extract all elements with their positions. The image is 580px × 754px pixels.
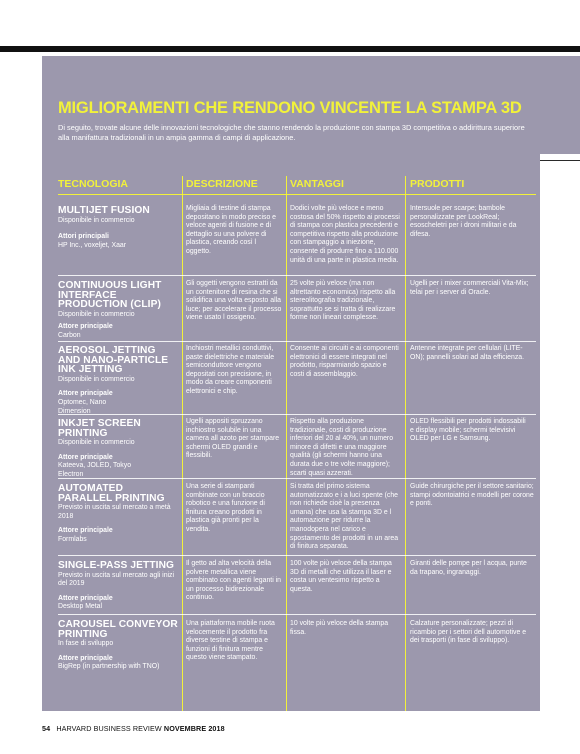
description-cell: Inchiostri metallici conduttivi, paste dielettriche e materiale semiconduttore vengono depositati con precisione, in modo da creare componenti elettronici e chip. (186, 345, 275, 395)
header-tecnologia: TECNOLOGIA (58, 178, 128, 190)
row-divider (58, 614, 536, 615)
actor-label: Attore principale (58, 453, 113, 461)
column-divider (405, 176, 406, 711)
technology-name: CAROUSEL CONVEYOR PRINTING (58, 619, 178, 640)
actor-label: Attore principale (58, 594, 113, 602)
table-row-tech (58, 561, 180, 612)
products-cell: Ugelli per i mixer commerciali Vita-Mix; telai per i server di Oracle. (410, 280, 529, 296)
description-cell: Una piattaforma mobile ruota velocemente il prodotto fra diverse testine di stampa e funzioni di finitura mentre questo viene stampato. (186, 620, 275, 662)
magazine-name: HARVARD BUSINESS REVIEW (56, 724, 162, 733)
technology-status: Disponibile in commercio (58, 216, 135, 224)
advantages-cell: 100 volte più veloce della stampa 3D di metalli che utilizza il laser e costa un ventesimo rispetto a questa. (290, 560, 392, 593)
actor-names: Formlabs (58, 535, 87, 543)
page-footer (42, 724, 225, 733)
technology-status: Disponibile in commercio (58, 310, 135, 318)
header-descrizione: DESCRIZIONE (186, 178, 258, 190)
technology-name: MULTIJET FUSION (58, 205, 150, 216)
technology-status: Disponibile in commercio (58, 375, 135, 383)
header-rule (58, 194, 536, 195)
description-cell: Gli oggetti vengono estratti da un contenitore di resina che si solidifica una volta esposto alla luce; per accelerare il processo viene usato l ossigeno. (186, 280, 282, 322)
description-cell: Il getto ad alta velocità della polvere metallica viene combinato con agenti leganti in un processo bidirezionale continuo. (186, 560, 282, 602)
actor-label: Attori principali (58, 233, 109, 241)
actor-names: Kateeva, JOLED, Tokyo Electron (58, 462, 132, 478)
side-rule (540, 160, 580, 161)
actor-names: HP Inc., voxeljet, Xaar (58, 241, 127, 249)
technology-name: AEROSOL JETTING AND NANO-PARTICLE INK JETTING (58, 345, 169, 376)
side-tab (540, 56, 580, 154)
actor-names: BigRep (in partnership with TNO) (58, 663, 160, 671)
column-divider (286, 176, 287, 711)
actor-label: Attore principale (58, 390, 113, 398)
advantages-cell: 25 volte più veloce (ma non altrettanto economica) rispetto alla stereolitografia tradizionale, soprattutto se si tratta di realizzare forme non lineari complesse. (290, 280, 396, 322)
products-cell: OLED flessibili per prodotti indossabili e display mobile; schermi televisivi OLED per LG e Samsung. (410, 418, 526, 443)
technology-status: Previsto in uscita sul mercato agli inizi del 2019 (58, 571, 175, 588)
technology-name: CONTINUOUS LIGHT INTERFACE PRODUCTION (CLIP) (58, 280, 162, 311)
intro-text: Di seguito, trovate alcune delle innovazioni tecnologiche che stanno rendendo la produzione con stampa 3D competitiva o addirittura superiore alla manifattura tradizionali in un ampia gamma di campi di applicazione. (58, 123, 525, 142)
technology-status: In fase di sviluppo (58, 640, 114, 648)
description-cell: Migliaia di testine di stampa depositano in modo preciso e veloce agenti di fusione e di dettaglio su una polvere di plastica, creando così l oggetto. (186, 205, 277, 255)
advantages-cell: 10 volte più veloce della stampa fissa. (290, 620, 389, 636)
technology-name: INKJET SCREEN PRINTING (58, 418, 141, 439)
table-row-tech (58, 346, 180, 416)
actor-names: Carbon (58, 331, 81, 339)
actor-label: Attore principale (58, 527, 113, 535)
actor-names: Optomec, Nano Dimension (58, 398, 107, 415)
table-row-tech (58, 484, 178, 545)
column-divider (182, 176, 183, 711)
advantages-cell: Dodici volte più veloce e meno costosa del 50% rispetto ai processi di stampa con plastica precedenti e competitiva rispetto alla produzione con stampaggio a iniezione, consente di produrre fino a 110.000 unità di una parte in plastica media. (290, 205, 400, 264)
products-cell: Antenne integrate per cellulari (LITE-ON); pannelli solari ad alta efficienza. (410, 345, 525, 361)
table-row-tech (58, 620, 180, 672)
products-cell: Giranti delle pompe per l acqua, punte da trapano, ingranaggi. (410, 560, 527, 576)
advantages-cell: Consente ai circuiti e ai componenti elettronici di essere integrati nel prodotto, risparmiando spazio e costi di assemblaggio. (290, 345, 399, 378)
table-row-tech (58, 281, 180, 341)
advantages-cell: Si tratta del primo sistema automatizzato e i a luci spente (che non richiede cioè la presenza umana) che usa la stampa 3D e l automazione per ridurre la manodopera nel carico e spostamento dei prodotti in un area di finitura separata. (290, 483, 399, 551)
technology-status: Disponibile in commercio (58, 439, 135, 447)
table-row-tech (58, 206, 178, 250)
technology-status: Previsto in uscita sul mercato a metà 2018 (58, 504, 171, 520)
advantages-cell: Rispetto alla produzione tradizionale, costi di produzione inferiori del 20 al 40%, un numero minore di difetti e una maggiore qualità (gli schermi hanno una durata due o tre volte maggiore); scarti quasi azzerati. (290, 418, 394, 477)
actor-label: Attore principale (58, 323, 113, 331)
products-cell: Intersuole per scarpe; bambole personalizzate per LookReal; esoscheletri per i droni militari e da difesa. (410, 205, 517, 238)
table-row-tech (58, 419, 178, 480)
description-cell: Una serie di stampanti combinate con un braccio robotico e una funzione di finitura creano prodotti in plastica già pronti per la vendita. (186, 483, 265, 533)
description-cell: Ugelli appositi spruzzano inchiostro solubile in una camera all azoto per stampare schermi OLED grandi e flessibili. (186, 418, 280, 460)
actor-names: Desktop Metal (58, 603, 103, 611)
issue-date: NOVEMBRE 2018 (163, 724, 225, 733)
page-title: MIGLIORAMENTI CHE RENDONO VINCENTE LA STAMPA 3D (58, 99, 522, 117)
technology-name: AUTOMATED PARALLEL PRINTING (58, 483, 165, 504)
top-rule (0, 46, 580, 52)
products-cell: Guide chirurgiche per il settore sanitario; stampi odontoiatrici e modelli per corone e ponti. (410, 483, 534, 508)
header-vantaggi: VANTAGGI (290, 178, 344, 190)
row-divider (58, 275, 536, 276)
row-divider (58, 555, 536, 556)
technology-name: SINGLE-PASS JETTING (58, 560, 175, 571)
actor-label: Attore principale (58, 654, 113, 662)
page-number: 54 (42, 724, 51, 733)
row-divider (58, 341, 536, 342)
header-prodotti: PRODOTTI (410, 178, 465, 190)
products-cell: Calzature personalizzate; pezzi di ricambio per i settori dell automotive e dei trasporti (in fase di sviluppo). (410, 620, 527, 645)
